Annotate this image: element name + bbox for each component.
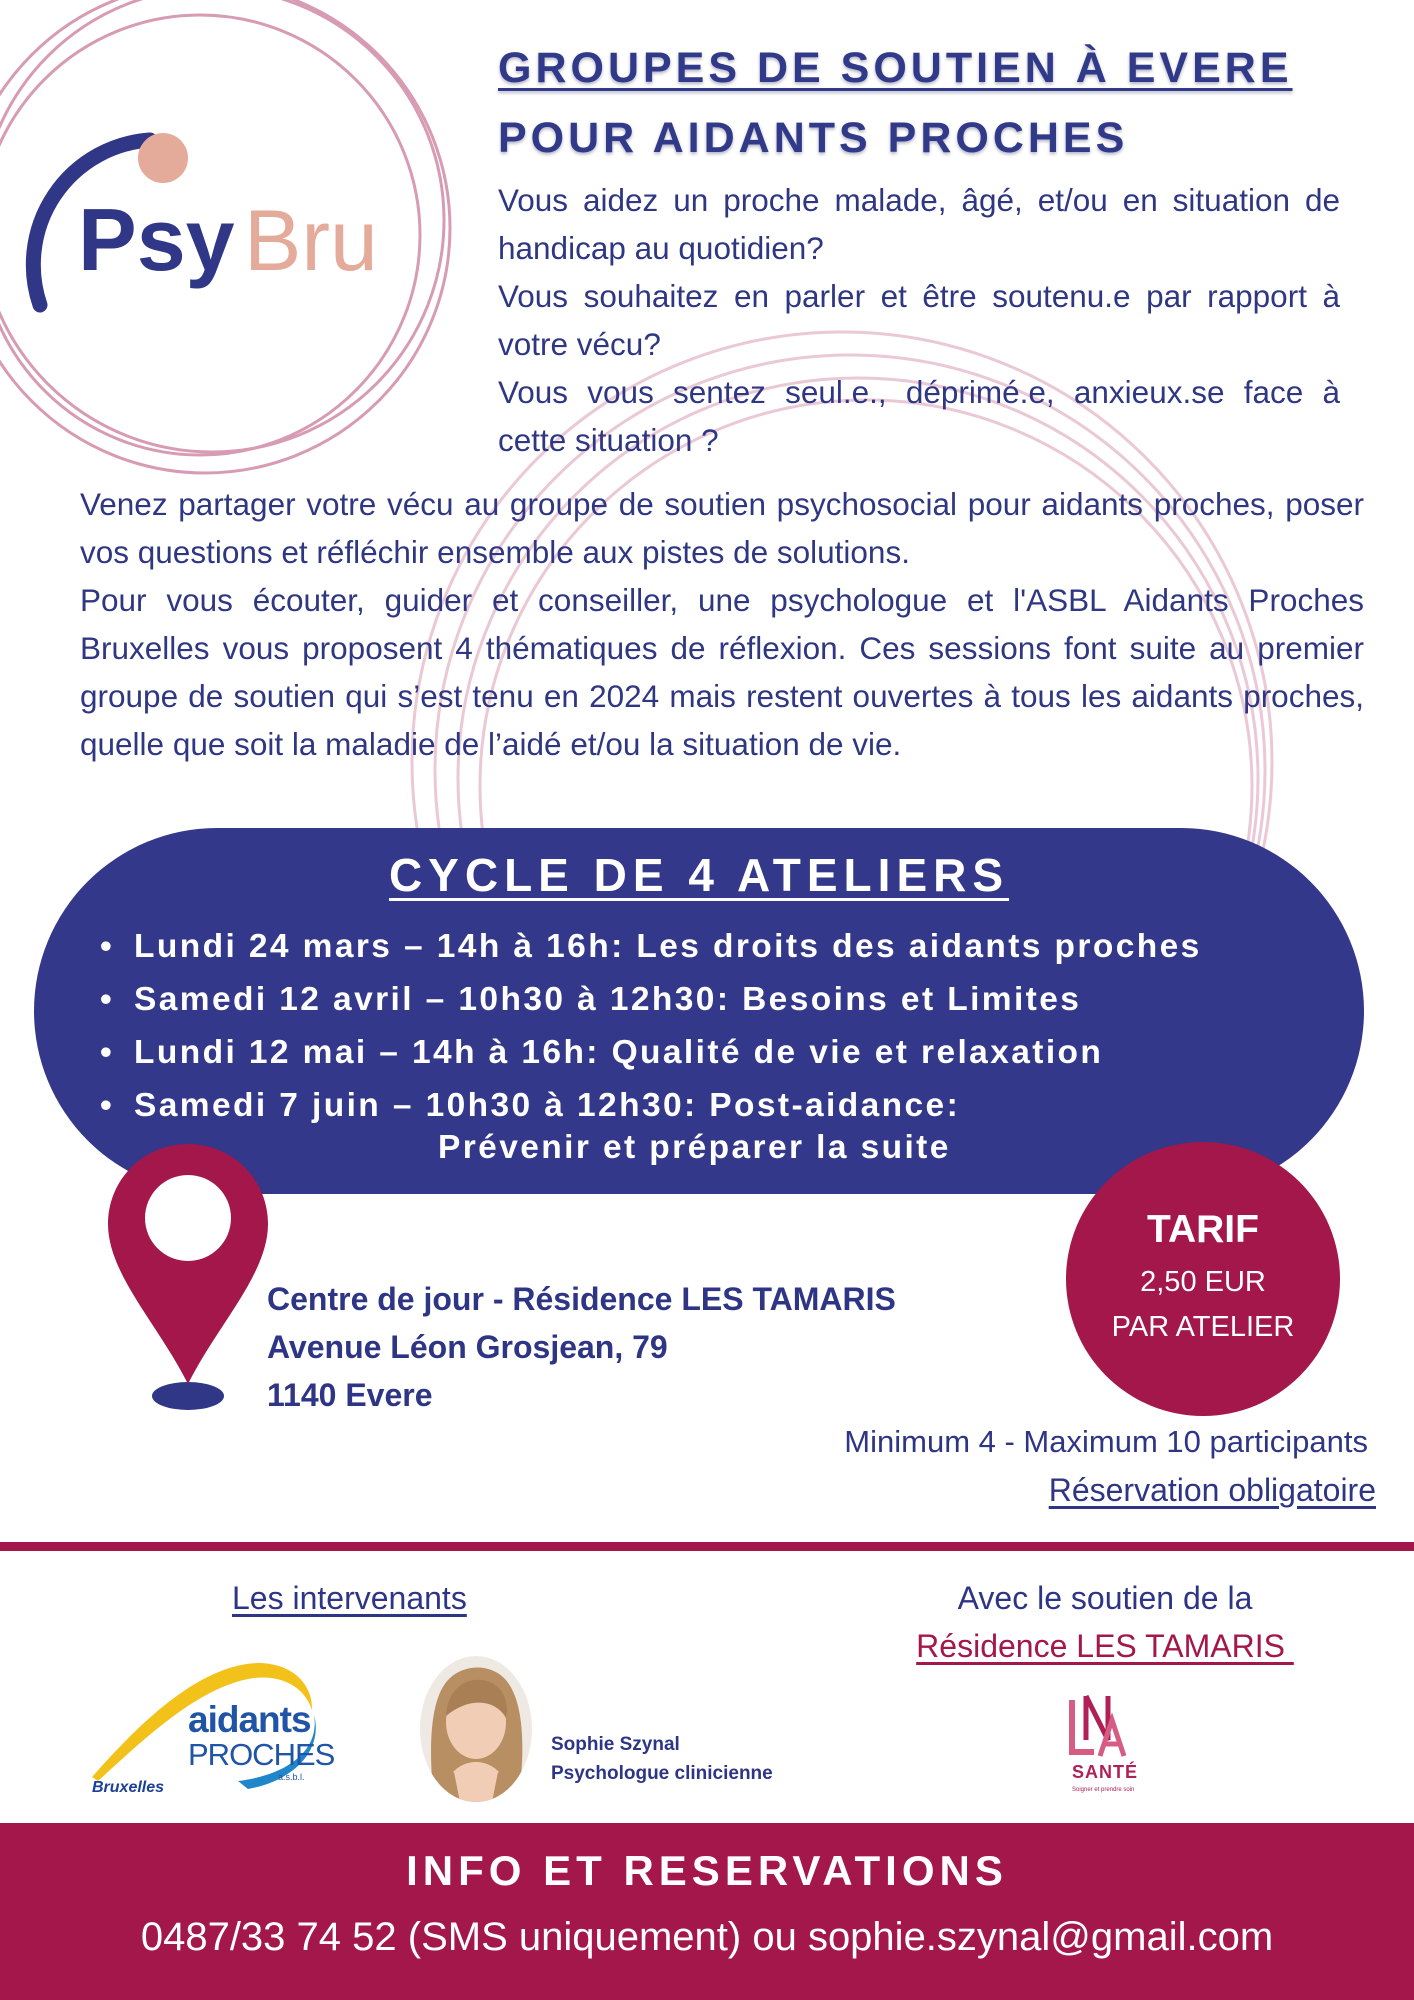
aidants-logo-text: PROCHES — [188, 1737, 335, 1772]
description — [80, 480, 1364, 768]
workshop-list — [100, 920, 1202, 1132]
address-line: Avenue Léon Grosjean, 79 — [267, 1329, 668, 1365]
intervenant-person — [551, 1730, 773, 1788]
participants-info: Minimum 4 - Maximum 10 participants — [844, 1424, 1368, 1459]
tarif-unit: PAR ATELIER — [1111, 1311, 1295, 1343]
reservation-note: Réservation obligatoire — [1048, 1472, 1376, 1508]
tarif-price: 2,50 EUR — [1140, 1266, 1266, 1298]
intro-questions — [498, 176, 1340, 464]
aidants-logo-city: Bruxelles — [92, 1779, 165, 1796]
psybru-logo — [0, 110, 400, 330]
workshop-item: • Lundi 12 mai – 14h à 16h: Qualité de vie et relaxation — [100, 1026, 1202, 1079]
workshop-item-continuation: Prévenir et préparer la suite — [438, 1129, 951, 1166]
logo-text-bru: Bru — [244, 193, 378, 289]
workshop-cycle-box — [34, 828, 1364, 1194]
workshop-item: • Samedi 7 juin – 10h30 à 12h30: Post-aidance: — [100, 1079, 1202, 1132]
description-paragraph: Pour vous écouter, guider et conseiller, une psychologue et l'ASBL Aidants Proches Bruxelles vous proposent 4 thématiques de réflexion. Ces sessions font suite au premier groupe de soutien qui s’est tenu en 2024 mais restent ouvertes à tous les aidants proches, quelle que soit la maladie de l’aidé et/ou la situation de vie. — [80, 582, 1364, 762]
workshop-item: • Samedi 12 avril – 10h30 à 12h30: Besoins et Limites — [100, 973, 1202, 1026]
person-name: Sophie Szynal — [551, 1734, 680, 1755]
aidants-proches-logo — [88, 1655, 335, 1805]
aidants-logo-text: aidants — [188, 1699, 311, 1740]
map-pin-icon — [108, 1144, 268, 1414]
lna-sante-logo — [1050, 1690, 1162, 1800]
logo-text-psy: Psy — [78, 190, 235, 289]
aidants-logo-asbl: a.s.b.l. — [278, 1772, 305, 1782]
footer-contact: 0487/33 74 52 (SMS uniquement) ou sophie.szynal@gmail.com — [140, 1915, 1274, 1959]
intro-question: Vous souhaitez en parler et être soutenu.e par rapport à votre vécu? — [498, 278, 1340, 362]
cycle-title: CYCLE DE 4 ATELIERS — [388, 849, 1010, 901]
footer-heading: INFO ET RESERVATIONS — [406, 1847, 1008, 1894]
section-divider — [0, 1542, 1414, 1551]
sante-logo-tagline: Soigner et prendre soin — [1072, 1787, 1135, 1793]
workshop-item: • Lundi 24 mars – 14h à 16h: Les droits des aidants proches — [100, 920, 1202, 973]
location-address — [267, 1275, 896, 1419]
sante-logo-text: SANTÉ — [1072, 1762, 1139, 1782]
title-line-1: GROUPES DE SOUTIEN À EVERE — [498, 44, 1293, 92]
intervenants-label: Les intervenants — [232, 1580, 467, 1616]
soutien-label: Avec le soutien de la — [957, 1580, 1253, 1616]
title-line-2: POUR AIDANTS PROCHES — [498, 114, 1129, 162]
tarif-badge — [1066, 1142, 1340, 1416]
footer-banner — [0, 1823, 1414, 2000]
avatar — [420, 1656, 532, 1802]
residence-link[interactable]: Résidence LES TAMARIS — [916, 1628, 1294, 1664]
lna-logo-icon — [1050, 1690, 1162, 1765]
intro-question: Vous vous sentez seul.e., déprimé.e, anxieux.se face à cette situation ? — [498, 374, 1340, 458]
tarif-label: TARIF — [1147, 1208, 1259, 1251]
address-line: 1140 Evere — [267, 1377, 433, 1413]
address-line: Centre de jour - Résidence LES TAMARIS — [267, 1281, 896, 1317]
intro-question: Vous aidez un proche malade, âgé, et/ou en situation de handicap au quotidien? — [498, 182, 1340, 266]
person-role: Psychologue clinicienne — [551, 1763, 773, 1784]
description-paragraph: Venez partager votre vécu au groupe de soutien psychosocial pour aidants proches, poser vos questions et réfléchir ensemble aux pistes de solutions. — [80, 486, 1364, 570]
